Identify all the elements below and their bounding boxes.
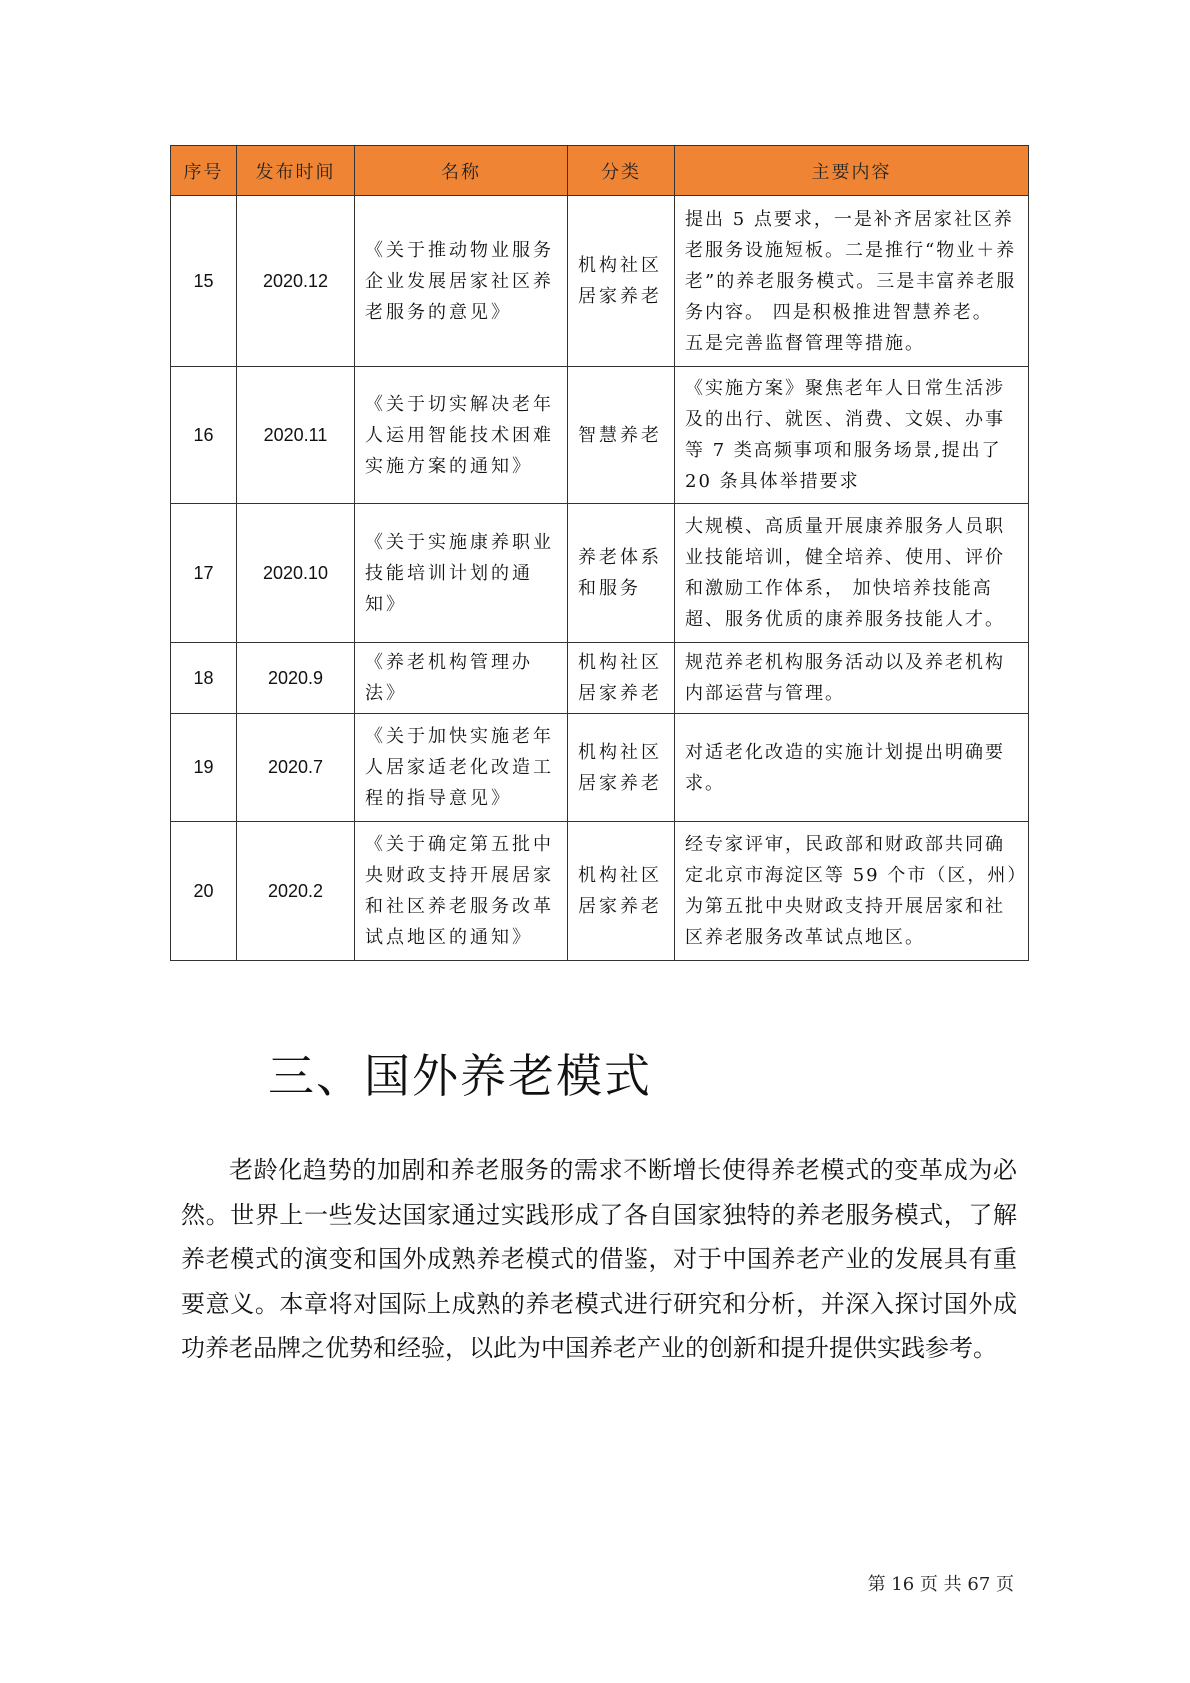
row-content: 经专家评审，民政部和财政部共同确定北京市海淀区等 59 个市（区，州）为第五批中央财政支持开展居家和社区养老服务改革试点地区。	[675, 822, 1029, 961]
row-name: 《关于切实解决老年人运用智能技术困难实施方案的通知》	[355, 367, 568, 504]
row-content: 对适老化改造的实施计划提出明确要求。	[675, 714, 1029, 822]
table-row	[171, 822, 1029, 961]
row-date: 2020.10	[237, 504, 355, 643]
row-no: 15	[171, 196, 237, 367]
row-no: 19	[171, 714, 237, 822]
table-row	[171, 196, 1029, 367]
row-category: 机构社区居家养老	[568, 643, 675, 714]
row-date: 2020.11	[237, 367, 355, 504]
row-name: 《关于确定第五批中央财政支持开展居家和社区养老服务改革试点地区的通知》	[355, 822, 568, 961]
row-name: 《关于实施康养职业技能培训计划的通知》	[355, 504, 568, 643]
row-date: 2020.9	[237, 643, 355, 714]
row-content: 大规模、高质量开展康养服务人员职业技能培训，健全培养、使用、评价和激励工作体系， 加快培养技能高超、服务优质的康养服务技能人才。	[675, 504, 1029, 643]
header-name: 名称	[355, 146, 568, 196]
row-name: 《关于推动物业服务企业发展居家社区养老服务的意见》	[355, 196, 568, 367]
row-no: 18	[171, 643, 237, 714]
table-row	[171, 643, 1029, 714]
header-date: 发布时间	[237, 146, 355, 196]
row-name: 《养老机构管理办法》	[355, 643, 568, 714]
row-date: 2020.12	[237, 196, 355, 367]
body-paragraph: 老龄化趋势的加剧和养老服务的需求不断增长使得养老模式的变革成为必然。世界上一些发达国家通过实践形成了各自国家独特的养老服务模式，了解养老模式的演变和国外成熟养老模式的借鉴，对于中国养老产业的发展具有重要意义。本章将对国际上成熟的养老模式进行研究和分析，并深入探讨国外成功养老品牌之优势和经验，以此为中国养老产业的创新和提升提供实践参考。	[181, 1156, 1017, 1362]
row-no: 17	[171, 504, 237, 643]
row-content: 规范养老机构服务活动以及养老机构内部运营与管理。	[675, 643, 1029, 714]
table-row	[171, 714, 1029, 822]
row-content: 提出 5 点要求，一是补齐居家社区养老服务设施短板。二是推行“物业＋养老”的养老服务模式。三是丰富养老服务内容。 四是积极推进智慧养老。 五是完善监督管理等措施。	[675, 196, 1029, 367]
row-name: 《关于加快实施老年人居家适老化改造工程的指导意见》	[355, 714, 568, 822]
row-no: 20	[171, 822, 237, 961]
table-row	[171, 367, 1029, 504]
section-heading: 三、国外养老模式	[268, 1049, 652, 1103]
table-header-row	[171, 146, 1029, 196]
row-no: 16	[171, 367, 237, 504]
header-category: 分类	[568, 146, 675, 196]
row-category: 养老体系和服务	[568, 504, 675, 643]
header-no: 序号	[171, 146, 237, 196]
table-row	[171, 504, 1029, 643]
header-content: 主要内容	[675, 146, 1029, 196]
policy-table	[170, 145, 1029, 961]
row-category: 智慧养老	[568, 367, 675, 504]
row-content: 《实施方案》聚焦老年人日常生活涉及的出行、就医、消费、文娱、办事等 7 类高频事项和服务场景,提出了 20 条具体举措要求	[675, 367, 1029, 504]
row-date: 2020.2	[237, 822, 355, 961]
page-number: 第 16 页 共 67 页	[867, 1574, 1014, 1595]
row-category: 机构社区居家养老	[568, 714, 675, 822]
row-category: 机构社区居家养老	[568, 196, 675, 367]
row-date: 2020.7	[237, 714, 355, 822]
row-category: 机构社区居家养老	[568, 822, 675, 961]
